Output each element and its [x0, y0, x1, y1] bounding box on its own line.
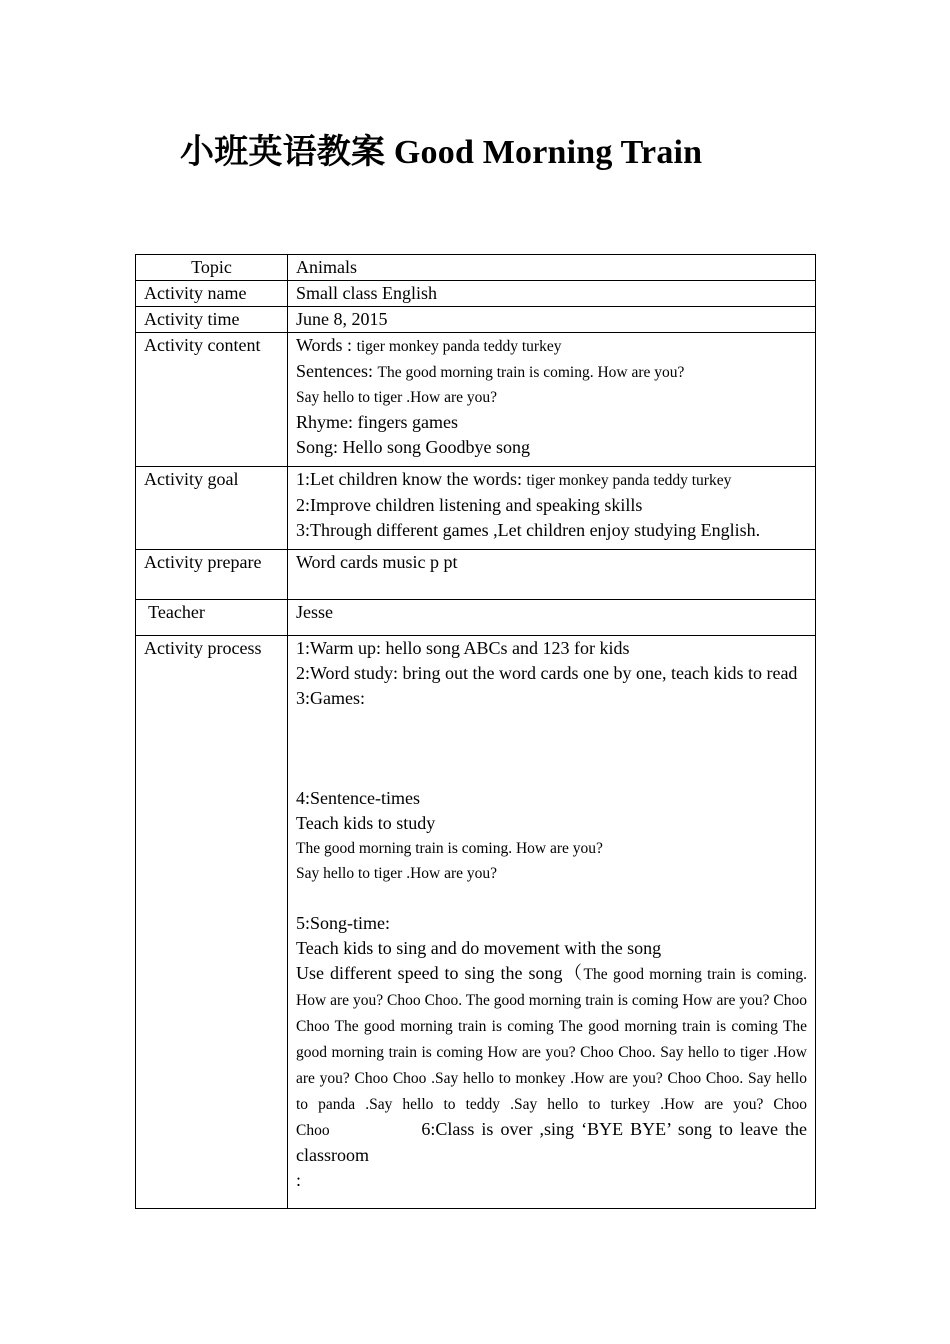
table-row-teacher: [136, 600, 816, 636]
goal-1-words: tiger monkey panda teddy turkey: [526, 472, 732, 489]
activity-name-value: Small class English: [288, 281, 816, 307]
process-step-1: 1:Warm up: hello song ABCs and 123 for kids: [296, 638, 630, 658]
table-row-activity-prepare: [136, 550, 816, 600]
words-label: Words :: [296, 335, 357, 355]
teacher-value: Jesse: [288, 600, 816, 636]
activity-time-value: June 8, 2015: [288, 307, 816, 333]
table-row-topic: [136, 255, 816, 281]
goal-3: 3:Through different games ,Let children enjoy studying English.: [296, 520, 761, 540]
teacher-label: Teacher: [136, 600, 288, 636]
activity-process-label: Activity process: [136, 636, 288, 1209]
goal-1: [296, 467, 807, 493]
content-words-line: [296, 333, 807, 359]
goal-1-prefix: 1:Let children know the words:: [296, 469, 527, 489]
process-step-5: 5:Song-time:: [296, 913, 390, 933]
table-row-activity-goal: [136, 467, 816, 550]
page-title: 小班英语教案 Good Morning Train: [180, 134, 703, 171]
process-step-4: 4:Sentence-times: [296, 788, 420, 808]
activity-content-label: Activity content: [136, 333, 288, 467]
process-step-5-teach: Teach kids to sing and do movement with the song: [296, 938, 662, 958]
activity-time-label: Activity time: [136, 307, 288, 333]
activity-goal-value: [288, 467, 816, 550]
activity-goal-label: Activity goal: [136, 467, 288, 550]
words-list: tiger monkey panda teddy turkey: [356, 338, 562, 355]
table-row-activity-process: [136, 636, 816, 1209]
table-row-activity-name: [136, 281, 816, 307]
activity-prepare-value: Word cards music p pt: [288, 550, 816, 600]
process-spacer-2: [296, 886, 807, 911]
table-row-activity-time: [136, 307, 816, 333]
topic-label: Topic: [136, 255, 288, 281]
activity-name-label: Activity name: [136, 281, 288, 307]
process-step-3: 3:Games:: [296, 688, 365, 708]
process-step-4-sentence-1: The good morning train is coming. How are you?: [296, 840, 603, 857]
rhyme-line: Rhyme: fingers games: [296, 412, 458, 432]
song-line: Song: Hello song Goodbye song: [296, 437, 530, 457]
sentences-label: Sentences:: [296, 361, 378, 381]
process-step-4-teach: Teach kids to study: [296, 813, 436, 833]
table-row-activity-content: [136, 333, 816, 467]
topic-value: Animals: [288, 255, 816, 281]
step-5-lyrics: The good morning train is coming. How are you? Choo Choo. The good morning train is coming How are you? Choo Choo The good morning train is coming The good morning train is coming The good morning train is coming How are you? Choo Choo. Say hello to tiger .How are you? Choo Choo .Say hello to monkey .How are you? Choo Choo. Say hello to panda .Say hello to teddy .Say hello to turkey .How are you? Choo Choo: [296, 966, 808, 1139]
process-step-6: 6:Class is over ,sing ‘BYE BYE’ song to leave the classroom: [296, 1119, 808, 1165]
process-trailing-colon: :: [296, 1170, 302, 1190]
sentence-1: The good morning train is coming. How are you?: [377, 364, 685, 381]
process-step-2: 2:Word study: bring out the word cards one by one, teach kids to read: [296, 663, 798, 683]
process-step-4-sentence-2: Say hello to tiger .How are you?: [296, 865, 498, 882]
activity-prepare-label: Activity prepare: [136, 550, 288, 600]
goal-2: 2:Improve children listening and speaking skills: [296, 495, 643, 515]
process-step-5-paragraph: [296, 961, 807, 1168]
sentence-2: Say hello to tiger .How are you?: [296, 389, 498, 406]
activity-process-value: [288, 636, 816, 1209]
process-spacer: [296, 711, 807, 786]
activity-content-value: [288, 333, 816, 467]
content-sentences-line: [296, 359, 807, 385]
step-5-speed: Use different speed to sing the song（: [296, 963, 584, 983]
lesson-plan-table: [135, 254, 816, 1209]
